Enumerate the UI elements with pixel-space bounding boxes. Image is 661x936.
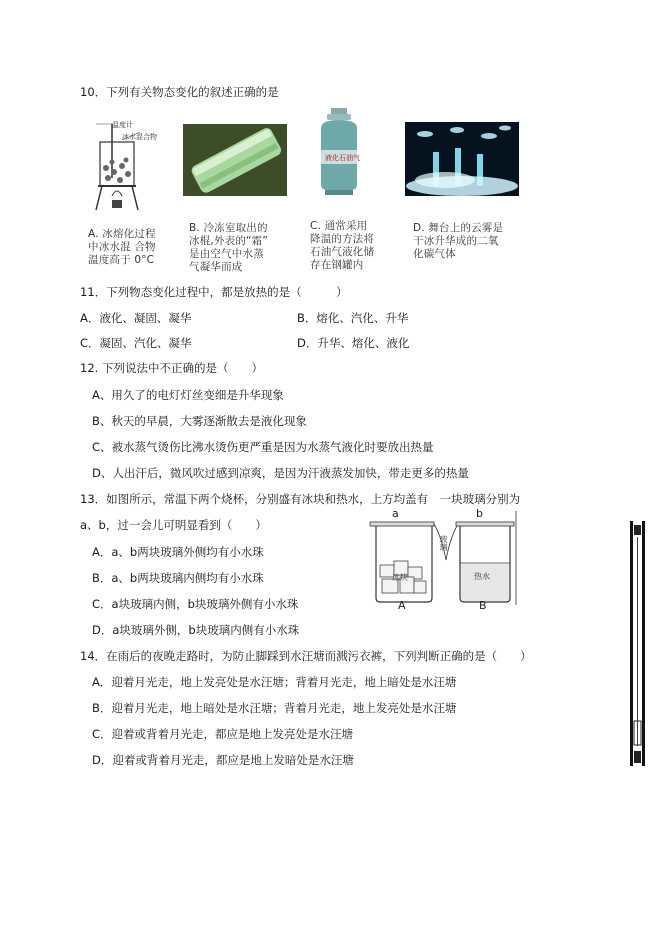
q12-stem: 12. 下列说法中不正确的是（ ） — [80, 361, 263, 375]
q10-caption-b: B. 冷冻室取出的 冰棍,外表的“霜” 是由空气中水蒸 气凝华而成 — [189, 222, 269, 273]
hot-water-label: 热水 — [474, 572, 490, 581]
q13-option-d: D．a块玻璃外侧，b块玻璃内侧有小水珠 — [92, 623, 300, 637]
glass-a-label: a — [392, 507, 399, 520]
thermometer-beaker-icon — [92, 118, 157, 216]
ice-block-label: 冰块 — [392, 573, 408, 582]
gas-cylinder-icon — [315, 106, 363, 196]
q10-caption-c: C. 通常采用 降温的方法将 石油气液化储 存在钢罐内 — [310, 220, 375, 271]
q11-stem: 11．下列物态变化过程中，都是放热的是（ ） — [80, 285, 348, 299]
q13-stem-line2: a、b，过一会儿可明显看到（ ） — [80, 518, 267, 532]
glass-label: 玻璃 — [439, 535, 448, 551]
q11-option-a: A．液化、凝固、凝华 — [80, 311, 192, 325]
q11-option-d: D．升华、熔化、液化 — [297, 336, 410, 350]
q14-option-d: D．迎着或背着月光走，都应是地上发暗处是水汪塘 — [92, 753, 354, 767]
margin-binding-strip — [630, 521, 646, 766]
q13-stem-line1: 13．如图所示，常温下两个烧杯，分别盛有冰块和热水，上方均盖有 一块玻璃分别为 — [80, 492, 521, 506]
q13-option-b: B．a、b两块玻璃内侧均有小水珠 — [92, 571, 264, 585]
q10-caption-d: D. 舞台上的云雾是 干冰升华成的二氧 化碳气体 — [413, 222, 504, 260]
beaker-a-label: A — [398, 599, 406, 612]
q11-option-b: B．熔化、汽化、升华 — [297, 311, 409, 325]
q10-caption-a: A. 冰熔化过程 中冰水混 合物 温度高于 0°C — [88, 228, 156, 266]
q14-stem: 14．在雨后的夜晚走路时，为防止脚踩到水汪塘而溅污衣裤，下列判断正确的是（ ） — [80, 649, 532, 663]
popsicle-icon — [183, 124, 287, 196]
q13-beakers-figure — [364, 505, 519, 615]
q13-option-c: C．a块玻璃内侧，b块玻璃外侧有小水珠 — [92, 597, 299, 611]
thermometer-label: 温度计 — [112, 121, 133, 129]
cylinder-label: 液化石油气 — [325, 154, 360, 162]
q10-stem: 10．下列有关物态变化的叙述正确的是 — [80, 85, 279, 99]
beaker-b-label: B — [479, 599, 487, 612]
stage-fog-icon — [405, 122, 519, 196]
q14-option-c: C．迎着或背着月光走，都应是地上发亮处是水汪塘 — [92, 727, 354, 741]
ice-water-label: 冰水混合物 — [122, 133, 157, 141]
q14-option-b: B．迎着月光走，地上暗处是水汪塘；背着月光走，地上发亮处是水汪塘 — [92, 701, 457, 715]
q11-option-c: C．凝固、汽化、凝华 — [80, 336, 192, 350]
q12-option-c: C、被水蒸气烫伤比沸水烫伤更严重是因为水蒸气液化时要放出热量 — [92, 440, 434, 454]
glass-b-label: b — [476, 507, 483, 520]
q13-option-a: A．a、b两块玻璃外侧均有小水珠 — [92, 545, 264, 559]
q14-option-a: A．迎着月光走，地上发亮处是水汪塘；背着月光走，地上暗处是水汪塘 — [92, 675, 457, 689]
q12-option-b: B、秋天的早晨，大雾逐渐散去是液化现象 — [92, 414, 307, 428]
q12-option-d: D、人出汗后，微风吹过感到凉爽，是因为汗液蒸发加快，带走更多的热量 — [92, 466, 469, 480]
q12-option-a: A、用久了的电灯灯丝变细是升华现象 — [92, 388, 284, 402]
